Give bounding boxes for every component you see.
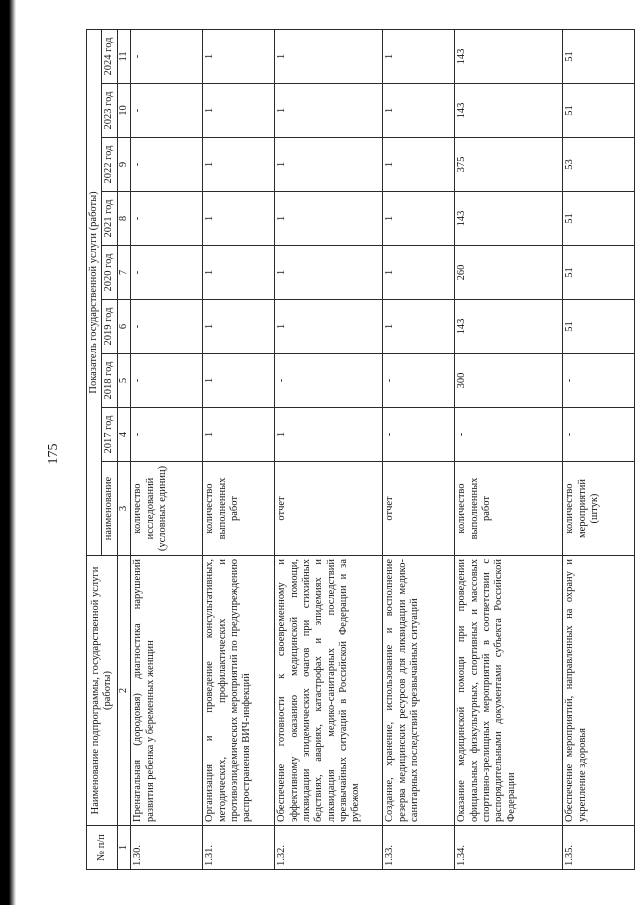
year-value: 300 (455, 354, 563, 408)
year-value: - (131, 246, 203, 300)
year-value: - (455, 408, 563, 462)
year-value: 51 (563, 192, 635, 246)
column-number: 9 (117, 138, 130, 192)
indicator-unit: количество исследований (условных единиц) (131, 462, 203, 556)
header-year: 2017 год (102, 408, 117, 462)
table-row (383, 29, 455, 869)
year-value: 1 (275, 29, 383, 83)
year-value: - (563, 408, 635, 462)
header-year: 2021 год (102, 192, 117, 246)
year-value: 1 (275, 192, 383, 246)
column-number: 5 (117, 354, 130, 408)
column-number: 2 (117, 556, 130, 826)
row-number: 1.31. (203, 826, 275, 870)
header-year: 2023 год (102, 84, 117, 138)
year-value: 51 (563, 246, 635, 300)
indicator-unit: отчет (383, 462, 455, 556)
year-value: - (563, 354, 635, 408)
header-year: 2020 год (102, 246, 117, 300)
year-value: 143 (455, 192, 563, 246)
service-name: Обеспечение готовности к своевременному и эффективному оказанию медицинской помощи, ликвидации эпидемических очагов при стихийных бедствиях, авариях, катастрофах и эпидемиях и ликвидация медико-санитарных последствий чрезвычайных ситуаций в Российской Федерации и за рубежом (275, 556, 383, 826)
column-number: 11 (117, 29, 130, 83)
header-year: 2019 год (102, 300, 117, 354)
row-number: 1.35. (563, 826, 635, 870)
year-value: 1 (203, 408, 275, 462)
service-name: Создание, хранение, использование и восполнение резерва медицинских ресурсов для ликвидации медико-санитарных последствий чрезвычайных ситуаций (383, 556, 455, 826)
year-value: - (131, 29, 203, 83)
page-number: 175 (46, 443, 61, 465)
column-number: 4 (117, 408, 130, 462)
year-value: - (383, 354, 455, 408)
header-year: 2018 год (102, 354, 117, 408)
year-value: 51 (563, 29, 635, 83)
year-value: - (131, 84, 203, 138)
year-value: 1 (203, 300, 275, 354)
row-number: 1.30. (131, 826, 203, 870)
year-value: - (131, 192, 203, 246)
services-table (86, 29, 635, 870)
year-value: 1 (275, 246, 383, 300)
row-number: 1.33. (383, 826, 455, 870)
year-value: 143 (455, 84, 563, 138)
indicator-unit: количество выполненных работ (203, 462, 275, 556)
year-value: 53 (563, 138, 635, 192)
header-indicator: Показатель государственной услуги (работы) (87, 29, 102, 555)
header-no: № п/п (87, 826, 118, 870)
header-unit: наименование (102, 462, 117, 556)
service-name: Пренатальная (дородовая) диагностика нарушений развития ребенка у беременных женщин (131, 556, 203, 826)
column-number: 7 (117, 246, 130, 300)
year-value: 1 (383, 84, 455, 138)
row-number: 1.32. (275, 826, 383, 870)
year-value: 143 (455, 29, 563, 83)
year-value: 260 (455, 246, 563, 300)
table-row (563, 29, 635, 869)
year-value: 1 (383, 138, 455, 192)
year-value: 1 (383, 192, 455, 246)
header-year: 2024 год (102, 29, 117, 83)
year-value: - (131, 138, 203, 192)
column-number: 6 (117, 300, 130, 354)
year-value: 375 (455, 138, 563, 192)
year-value: 1 (203, 354, 275, 408)
table-row (131, 29, 203, 869)
column-number: 8 (117, 192, 130, 246)
year-value: 1 (383, 300, 455, 354)
indicator-unit: количество выполненных работ (455, 462, 563, 556)
indicator-unit: отчет (275, 462, 383, 556)
year-value: 1 (275, 84, 383, 138)
table-row (455, 29, 563, 869)
service-name: Организация и проведение консультативных, методических, профилактических и противоэпидемических мероприятий по предупреждению распространения ВИЧ-инфекций (203, 556, 275, 826)
table-row (275, 29, 383, 869)
year-value: 1 (203, 246, 275, 300)
column-number: 1 (117, 826, 130, 870)
year-value: 1 (203, 192, 275, 246)
year-value: 1 (275, 300, 383, 354)
year-value: 1 (203, 84, 275, 138)
year-value: - (131, 408, 203, 462)
rotated-page-content (86, 30, 610, 870)
year-value: 1 (203, 29, 275, 83)
service-name: Оказание медицинской помощи при проведении официальных физкультурных, спортивных и массовых спортивно-зрелищных мероприятий в соответствии с распорядительными документами субъекта Российской Федерации (455, 556, 563, 826)
header-year: 2022 год (102, 138, 117, 192)
year-value: 51 (563, 84, 635, 138)
table-row (203, 29, 275, 869)
column-number: 3 (117, 462, 130, 556)
header-name: Наименование подпрограммы, государственной услуги (работы) (87, 556, 118, 826)
year-value: 1 (383, 246, 455, 300)
row-number: 1.34. (455, 826, 563, 870)
year-value: - (131, 300, 203, 354)
year-value: 1 (383, 29, 455, 83)
service-name: Обеспечение мероприятий, направленных на охрану и укрепление здоровья (563, 556, 635, 826)
year-value: 143 (455, 300, 563, 354)
year-value: 1 (203, 138, 275, 192)
year-value: 1 (275, 138, 383, 192)
scan-edge-shadow (0, 0, 16, 905)
year-value: 51 (563, 300, 635, 354)
indicator-unit: количество мероприятий (штук) (563, 462, 635, 556)
year-value: - (383, 408, 455, 462)
year-value: - (131, 354, 203, 408)
year-value: 1 (275, 408, 383, 462)
column-number: 10 (117, 84, 130, 138)
year-value: - (275, 354, 383, 408)
